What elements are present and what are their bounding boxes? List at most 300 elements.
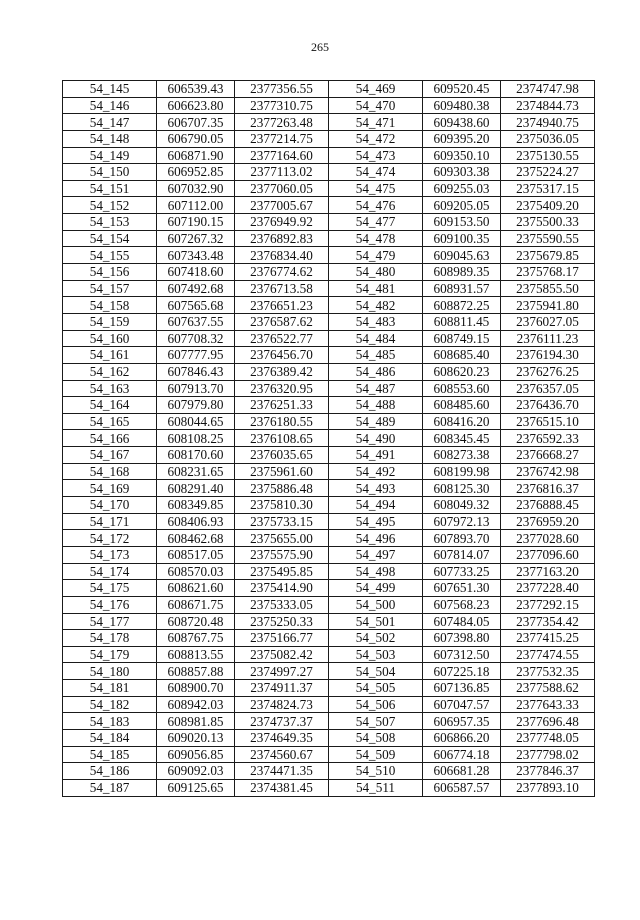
point-id-left: 54_157: [63, 280, 157, 297]
point-id-right: 54_474: [329, 164, 423, 181]
x-coord-left: 608462.68: [157, 530, 235, 547]
table-row: [63, 430, 595, 447]
x-coord-right: 608345.45: [423, 430, 501, 447]
x-coord-left: 607708.32: [157, 330, 235, 347]
y-coord-right: 2377532.35: [501, 663, 595, 680]
x-coord-left: 608621.60: [157, 580, 235, 597]
x-coord-right: 606866.20: [423, 729, 501, 746]
x-coord-right: 608273.38: [423, 447, 501, 464]
x-coord-right: 607568.23: [423, 596, 501, 613]
point-id-left: 54_162: [63, 363, 157, 380]
x-coord-right: 607312.50: [423, 646, 501, 663]
point-id-right: 54_470: [329, 97, 423, 114]
point-id-right: 54_479: [329, 247, 423, 264]
x-coord-left: 608231.65: [157, 463, 235, 480]
point-id-left: 54_171: [63, 513, 157, 530]
y-coord-right: 2374940.75: [501, 114, 595, 131]
table-row: [63, 180, 595, 197]
y-coord-left: 2374737.37: [235, 713, 329, 730]
table-row: [63, 713, 595, 730]
x-coord-left: 607979.80: [157, 397, 235, 414]
point-id-right: 54_503: [329, 646, 423, 663]
table-row: [63, 613, 595, 630]
x-coord-left: 609092.03: [157, 763, 235, 780]
x-coord-right: 607972.13: [423, 513, 501, 530]
table-row: [63, 546, 595, 563]
point-id-left: 54_149: [63, 147, 157, 164]
y-coord-left: 2377356.55: [235, 81, 329, 98]
y-coord-right: 2376194.30: [501, 347, 595, 364]
point-id-right: 54_481: [329, 280, 423, 297]
point-id-right: 54_508: [329, 729, 423, 746]
point-id-right: 54_476: [329, 197, 423, 214]
table-row: [63, 580, 595, 597]
point-id-right: 54_490: [329, 430, 423, 447]
x-coord-left: 607492.68: [157, 280, 235, 297]
point-id-left: 54_170: [63, 497, 157, 514]
y-coord-left: 2375250.33: [235, 613, 329, 630]
page-number: 265: [311, 40, 329, 54]
y-coord-left: 2376180.55: [235, 413, 329, 430]
x-coord-right: 609255.03: [423, 180, 501, 197]
table-row: [63, 763, 595, 780]
y-coord-right: 2377696.48: [501, 713, 595, 730]
x-coord-right: 608811.45: [423, 313, 501, 330]
x-coord-right: 607893.70: [423, 530, 501, 547]
x-coord-left: 607112.00: [157, 197, 235, 214]
table-row: [63, 646, 595, 663]
table-row: [63, 297, 595, 314]
table-row: [63, 530, 595, 547]
x-coord-left: 608813.55: [157, 646, 235, 663]
x-coord-right: 609153.50: [423, 214, 501, 231]
point-id-left: 54_187: [63, 779, 157, 796]
point-id-right: 54_495: [329, 513, 423, 530]
y-coord-left: 2376522.77: [235, 330, 329, 347]
point-id-left: 54_169: [63, 480, 157, 497]
y-coord-right: 2376111.23: [501, 330, 595, 347]
y-coord-right: 2375768.17: [501, 264, 595, 281]
y-coord-left: 2376713.58: [235, 280, 329, 297]
coordinates-table: [62, 80, 595, 797]
point-id-right: 54_494: [329, 497, 423, 514]
x-coord-left: 607190.15: [157, 214, 235, 231]
point-id-left: 54_151: [63, 180, 157, 197]
table-row: [63, 164, 595, 181]
y-coord-right: 2374844.73: [501, 97, 595, 114]
x-coord-left: 607637.55: [157, 313, 235, 330]
table-row: [63, 313, 595, 330]
y-coord-left: 2374911.37: [235, 680, 329, 697]
x-coord-right: 607136.85: [423, 680, 501, 697]
y-coord-left: 2376035.65: [235, 447, 329, 464]
y-coord-right: 2377474.55: [501, 646, 595, 663]
point-id-right: 54_509: [329, 746, 423, 763]
point-id-left: 54_148: [63, 130, 157, 147]
x-coord-left: 607777.95: [157, 347, 235, 364]
point-id-left: 54_181: [63, 680, 157, 697]
x-coord-left: 608170.60: [157, 447, 235, 464]
point-id-left: 54_185: [63, 746, 157, 763]
y-coord-right: 2375500.33: [501, 214, 595, 231]
x-coord-left: 607032.90: [157, 180, 235, 197]
y-coord-right: 2377588.62: [501, 680, 595, 697]
y-coord-right: 2375224.27: [501, 164, 595, 181]
x-coord-left: 608942.03: [157, 696, 235, 713]
x-coord-left: 608900.70: [157, 680, 235, 697]
table-row: [63, 563, 595, 580]
y-coord-right: 2376888.45: [501, 497, 595, 514]
point-id-right: 54_502: [329, 630, 423, 647]
y-coord-right: 2376436.70: [501, 397, 595, 414]
point-id-right: 54_469: [329, 81, 423, 98]
point-id-right: 54_488: [329, 397, 423, 414]
y-coord-left: 2376251.33: [235, 397, 329, 414]
coordinates-table-body: [63, 81, 595, 797]
x-coord-right: 607814.07: [423, 546, 501, 563]
x-coord-right: 608989.35: [423, 264, 501, 281]
table-row: [63, 363, 595, 380]
x-coord-right: 608485.60: [423, 397, 501, 414]
table-row: [63, 214, 595, 231]
table-row: [63, 596, 595, 613]
x-coord-right: 609480.38: [423, 97, 501, 114]
point-id-right: 54_480: [329, 264, 423, 281]
y-coord-right: 2375036.05: [501, 130, 595, 147]
y-coord-left: 2375082.42: [235, 646, 329, 663]
point-id-left: 54_150: [63, 164, 157, 181]
table-row: [63, 81, 595, 98]
y-coord-right: 2376027.05: [501, 313, 595, 330]
x-coord-right: 609520.45: [423, 81, 501, 98]
point-id-left: 54_175: [63, 580, 157, 597]
y-coord-right: 2375409.20: [501, 197, 595, 214]
table-row: [63, 247, 595, 264]
point-id-right: 54_505: [329, 680, 423, 697]
point-id-left: 54_178: [63, 630, 157, 647]
x-coord-right: 606774.18: [423, 746, 501, 763]
point-id-right: 54_485: [329, 347, 423, 364]
table-row: [63, 130, 595, 147]
y-coord-right: 2375941.80: [501, 297, 595, 314]
y-coord-right: 2376816.37: [501, 480, 595, 497]
point-id-right: 54_501: [329, 613, 423, 630]
x-coord-right: 609303.38: [423, 164, 501, 181]
x-coord-left: 609125.65: [157, 779, 235, 796]
y-coord-left: 2376456.70: [235, 347, 329, 364]
y-coord-left: 2377005.67: [235, 197, 329, 214]
point-id-left: 54_182: [63, 696, 157, 713]
y-coord-left: 2376587.62: [235, 313, 329, 330]
x-coord-right: 607651.30: [423, 580, 501, 597]
x-coord-left: 606623.80: [157, 97, 235, 114]
y-coord-left: 2375733.15: [235, 513, 329, 530]
x-coord-left: 606952.85: [157, 164, 235, 181]
x-coord-left: 608671.75: [157, 596, 235, 613]
point-id-left: 54_145: [63, 81, 157, 98]
point-id-right: 54_483: [329, 313, 423, 330]
y-coord-left: 2375166.77: [235, 630, 329, 647]
x-coord-right: 608931.57: [423, 280, 501, 297]
x-coord-left: 608406.93: [157, 513, 235, 530]
y-coord-right: 2376357.05: [501, 380, 595, 397]
table-row: [63, 97, 595, 114]
table-row: [63, 147, 595, 164]
table-row: [63, 264, 595, 281]
point-id-right: 54_478: [329, 230, 423, 247]
table-row: [63, 380, 595, 397]
y-coord-right: 2377096.60: [501, 546, 595, 563]
y-coord-left: 2376834.40: [235, 247, 329, 264]
x-coord-right: 608620.23: [423, 363, 501, 380]
table-row: [63, 347, 595, 364]
x-coord-right: 607733.25: [423, 563, 501, 580]
x-coord-right: 609045.63: [423, 247, 501, 264]
point-id-left: 54_180: [63, 663, 157, 680]
y-coord-right: 2377846.37: [501, 763, 595, 780]
table-row: [63, 497, 595, 514]
x-coord-right: 608749.15: [423, 330, 501, 347]
x-coord-left: 606539.43: [157, 81, 235, 98]
y-coord-left: 2376774.62: [235, 264, 329, 281]
table-row: [63, 447, 595, 464]
point-id-left: 54_183: [63, 713, 157, 730]
y-coord-right: 2376959.20: [501, 513, 595, 530]
y-coord-left: 2375414.90: [235, 580, 329, 597]
y-coord-right: 2377415.25: [501, 630, 595, 647]
point-id-left: 54_146: [63, 97, 157, 114]
y-coord-left: 2377310.75: [235, 97, 329, 114]
y-coord-right: 2377893.10: [501, 779, 595, 796]
y-coord-left: 2374824.73: [235, 696, 329, 713]
point-id-right: 54_471: [329, 114, 423, 131]
point-id-left: 54_177: [63, 613, 157, 630]
y-coord-left: 2374997.27: [235, 663, 329, 680]
point-id-right: 54_510: [329, 763, 423, 780]
point-id-right: 54_496: [329, 530, 423, 547]
table-row: [63, 480, 595, 497]
table-row: [63, 463, 595, 480]
y-coord-right: 2377798.02: [501, 746, 595, 763]
y-coord-left: 2377060.05: [235, 180, 329, 197]
point-id-right: 54_489: [329, 413, 423, 430]
table-row: [63, 779, 595, 796]
point-id-left: 54_184: [63, 729, 157, 746]
point-id-right: 54_497: [329, 546, 423, 563]
point-id-right: 54_500: [329, 596, 423, 613]
point-id-right: 54_475: [329, 180, 423, 197]
table-row: [63, 696, 595, 713]
point-id-left: 54_166: [63, 430, 157, 447]
x-coord-left: 608767.75: [157, 630, 235, 647]
x-coord-left: 607343.48: [157, 247, 235, 264]
y-coord-left: 2376108.65: [235, 430, 329, 447]
point-id-right: 54_482: [329, 297, 423, 314]
y-coord-left: 2375655.00: [235, 530, 329, 547]
point-id-left: 54_155: [63, 247, 157, 264]
point-id-right: 54_484: [329, 330, 423, 347]
x-coord-left: 608857.88: [157, 663, 235, 680]
x-coord-right: 609100.35: [423, 230, 501, 247]
point-id-right: 54_472: [329, 130, 423, 147]
x-coord-left: 608349.85: [157, 497, 235, 514]
y-coord-right: 2375130.55: [501, 147, 595, 164]
y-coord-right: 2377748.05: [501, 729, 595, 746]
x-coord-right: 608553.60: [423, 380, 501, 397]
y-coord-left: 2374560.67: [235, 746, 329, 763]
point-id-left: 54_153: [63, 214, 157, 231]
point-id-left: 54_152: [63, 197, 157, 214]
point-id-left: 54_174: [63, 563, 157, 580]
table-row: [63, 197, 595, 214]
point-id-right: 54_498: [329, 563, 423, 580]
table-row: [63, 330, 595, 347]
point-id-left: 54_158: [63, 297, 157, 314]
x-coord-left: 608981.85: [157, 713, 235, 730]
y-coord-left: 2376949.92: [235, 214, 329, 231]
x-coord-right: 608685.40: [423, 347, 501, 364]
point-id-right: 54_507: [329, 713, 423, 730]
x-coord-right: 606957.35: [423, 713, 501, 730]
x-coord-right: 609350.10: [423, 147, 501, 164]
y-coord-left: 2374381.45: [235, 779, 329, 796]
y-coord-right: 2374747.98: [501, 81, 595, 98]
y-coord-right: 2375590.55: [501, 230, 595, 247]
x-coord-left: 608517.05: [157, 546, 235, 563]
point-id-left: 54_164: [63, 397, 157, 414]
point-id-left: 54_186: [63, 763, 157, 780]
point-id-right: 54_511: [329, 779, 423, 796]
table-row: [63, 746, 595, 763]
y-coord-right: 2376742.98: [501, 463, 595, 480]
y-coord-right: 2377028.60: [501, 530, 595, 547]
y-coord-left: 2375810.30: [235, 497, 329, 514]
x-coord-right: 606681.28: [423, 763, 501, 780]
x-coord-right: 608872.25: [423, 297, 501, 314]
x-coord-left: 606790.05: [157, 130, 235, 147]
y-coord-left: 2377263.48: [235, 114, 329, 131]
table-row: [63, 413, 595, 430]
x-coord-left: 608570.03: [157, 563, 235, 580]
y-coord-left: 2375495.85: [235, 563, 329, 580]
x-coord-left: 608720.48: [157, 613, 235, 630]
x-coord-right: 607398.80: [423, 630, 501, 647]
point-id-right: 54_473: [329, 147, 423, 164]
table-row: [63, 280, 595, 297]
point-id-left: 54_172: [63, 530, 157, 547]
point-id-left: 54_179: [63, 646, 157, 663]
x-coord-left: 607913.70: [157, 380, 235, 397]
point-id-left: 54_161: [63, 347, 157, 364]
y-coord-left: 2374649.35: [235, 729, 329, 746]
x-coord-left: 607418.60: [157, 264, 235, 281]
y-coord-left: 2375886.48: [235, 480, 329, 497]
y-coord-right: 2377354.42: [501, 613, 595, 630]
point-id-right: 54_504: [329, 663, 423, 680]
y-coord-left: 2375961.60: [235, 463, 329, 480]
x-coord-left: 608291.40: [157, 480, 235, 497]
y-coord-left: 2377214.75: [235, 130, 329, 147]
y-coord-right: 2377228.40: [501, 580, 595, 597]
x-coord-left: 608044.65: [157, 413, 235, 430]
x-coord-left: 609020.13: [157, 729, 235, 746]
y-coord-left: 2374471.35: [235, 763, 329, 780]
point-id-left: 54_168: [63, 463, 157, 480]
point-id-right: 54_506: [329, 696, 423, 713]
x-coord-right: 609205.05: [423, 197, 501, 214]
point-id-left: 54_154: [63, 230, 157, 247]
x-coord-right: 608125.30: [423, 480, 501, 497]
table-row: [63, 680, 595, 697]
y-coord-left: 2376389.42: [235, 363, 329, 380]
y-coord-right: 2376668.27: [501, 447, 595, 464]
y-coord-right: 2376592.33: [501, 430, 595, 447]
x-coord-right: 606587.57: [423, 779, 501, 796]
y-coord-right: 2377163.20: [501, 563, 595, 580]
point-id-left: 54_147: [63, 114, 157, 131]
point-id-right: 54_493: [329, 480, 423, 497]
y-coord-right: 2375855.50: [501, 280, 595, 297]
y-coord-right: 2376515.10: [501, 413, 595, 430]
y-coord-right: 2375317.15: [501, 180, 595, 197]
x-coord-right: 607047.57: [423, 696, 501, 713]
point-id-right: 54_499: [329, 580, 423, 597]
x-coord-right: 608416.20: [423, 413, 501, 430]
y-coord-right: 2377643.33: [501, 696, 595, 713]
y-coord-right: 2377292.15: [501, 596, 595, 613]
point-id-left: 54_173: [63, 546, 157, 563]
x-coord-left: 609056.85: [157, 746, 235, 763]
point-id-right: 54_492: [329, 463, 423, 480]
y-coord-left: 2377113.02: [235, 164, 329, 181]
point-id-left: 54_160: [63, 330, 157, 347]
y-coord-left: 2376320.95: [235, 380, 329, 397]
y-coord-right: 2376276.25: [501, 363, 595, 380]
point-id-right: 54_486: [329, 363, 423, 380]
x-coord-right: 608199.98: [423, 463, 501, 480]
x-coord-right: 608049.32: [423, 497, 501, 514]
table-row: [63, 513, 595, 530]
table-row: [63, 397, 595, 414]
point-id-left: 54_167: [63, 447, 157, 464]
point-id-right: 54_491: [329, 447, 423, 464]
x-coord-right: 609395.20: [423, 130, 501, 147]
point-id-left: 54_176: [63, 596, 157, 613]
y-coord-left: 2375333.05: [235, 596, 329, 613]
x-coord-left: 607565.68: [157, 297, 235, 314]
point-id-right: 54_477: [329, 214, 423, 231]
y-coord-left: 2375575.90: [235, 546, 329, 563]
y-coord-left: 2376892.83: [235, 230, 329, 247]
point-id-left: 54_163: [63, 380, 157, 397]
table-row: [63, 729, 595, 746]
table-row: [63, 630, 595, 647]
table-row: [63, 114, 595, 131]
point-id-right: 54_487: [329, 380, 423, 397]
y-coord-right: 2375679.85: [501, 247, 595, 264]
y-coord-left: 2376651.23: [235, 297, 329, 314]
x-coord-right: 607225.18: [423, 663, 501, 680]
point-id-left: 54_165: [63, 413, 157, 430]
x-coord-left: 608108.25: [157, 430, 235, 447]
x-coord-right: 609438.60: [423, 114, 501, 131]
point-id-left: 54_159: [63, 313, 157, 330]
x-coord-left: 607846.43: [157, 363, 235, 380]
x-coord-left: 606707.35: [157, 114, 235, 131]
table-row: [63, 230, 595, 247]
table-row: [63, 663, 595, 680]
point-id-left: 54_156: [63, 264, 157, 281]
